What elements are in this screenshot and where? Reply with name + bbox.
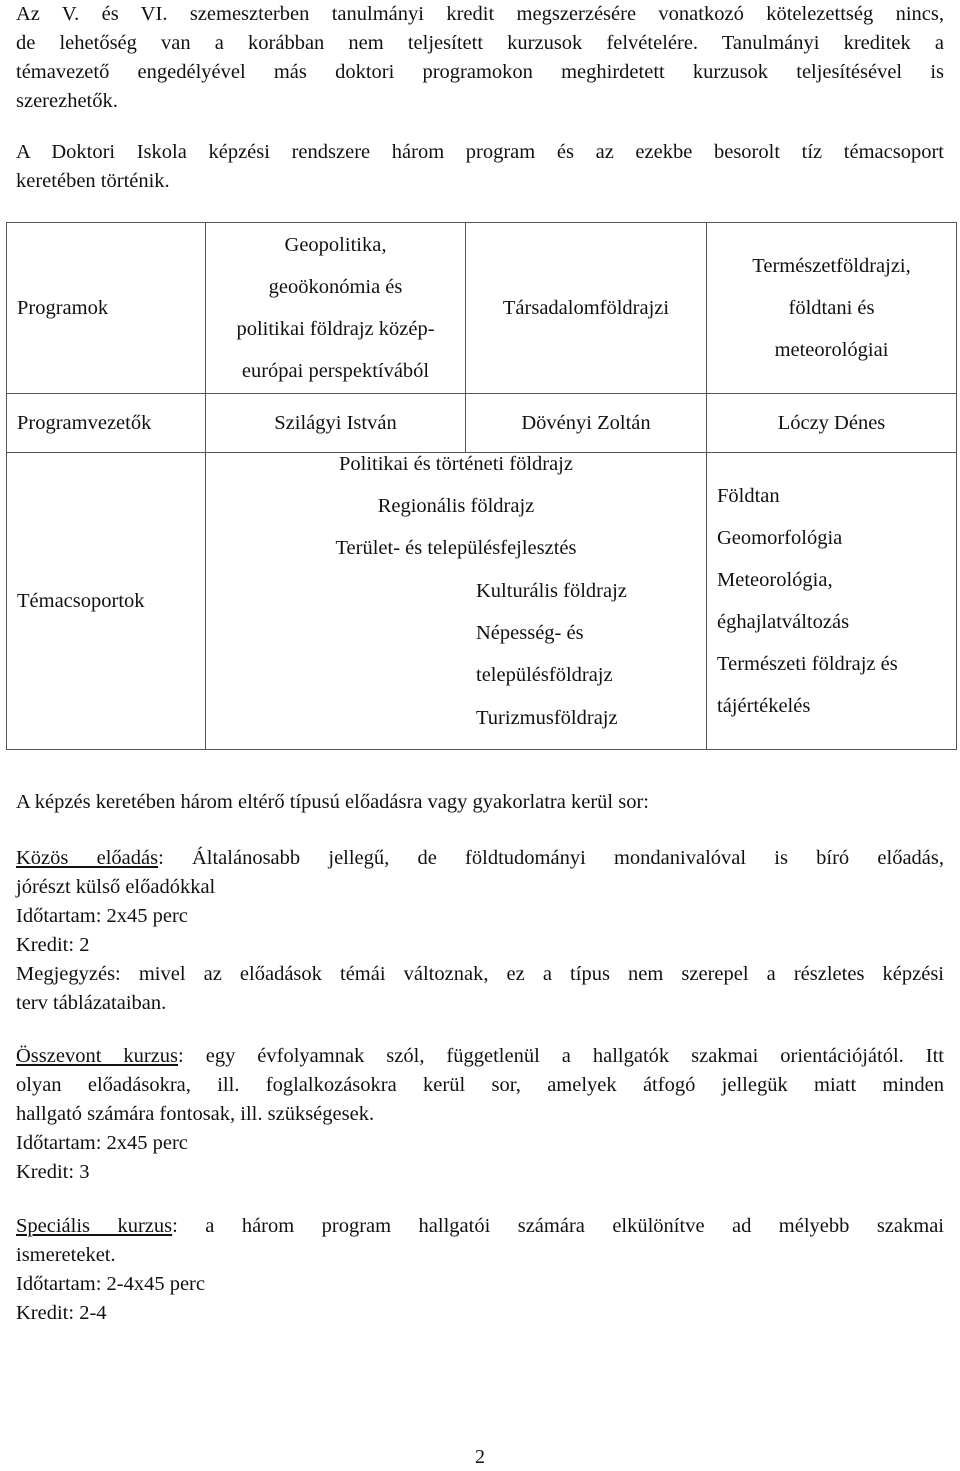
topic-item: Geomorfológia: [717, 527, 843, 549]
common-lecture-note: terv táblázataiban.: [16, 992, 167, 1014]
program-line: meteorológiai: [774, 339, 889, 361]
program-line: európai perspektívából: [241, 360, 430, 382]
topic-item: Meteorológia,: [717, 569, 833, 591]
program-physical-geography: [707, 223, 957, 394]
intro-line: témavezető engedélyével más doktori programokon meghirdetett kurzusok teljesítésével is: [16, 61, 944, 83]
combined-course-credit: Kredit: 3: [16, 1161, 90, 1183]
common-lecture-desc: jórészt külső előadókkal: [16, 876, 216, 898]
topic-item: Terület- és településfejlesztés: [335, 537, 577, 559]
common-lecture-line: [16, 844, 944, 873]
topics-label: Témacsoportok: [7, 453, 206, 750]
program-line: Geopolitika,: [284, 234, 387, 256]
program-line: politikai földrajz közép-: [236, 318, 435, 340]
program-geopolitics: [206, 223, 466, 394]
topic-item: Kulturális földrajz: [476, 580, 627, 602]
topic-item: településföldrajz: [476, 664, 613, 686]
leader-2: Dövényi Zoltán: [466, 394, 707, 453]
program-social-geography: Társadalomföldrajzi: [466, 223, 707, 394]
page-number: 2: [475, 1446, 485, 1468]
topics-social-group: [206, 453, 707, 750]
programs-row: [7, 223, 957, 394]
lecture-types-intro-text: A képzés keretében három eltérő típusú előadásra vagy gyakorlatra kerül sor:: [16, 791, 649, 813]
special-course-duration: Időtartam: 2-4x45 perc: [16, 1273, 205, 1295]
system-line: keretében történik.: [16, 170, 170, 192]
program-line: Természetföldrajzi,: [752, 255, 911, 277]
topic-item: Népesség- és: [476, 622, 584, 644]
topics-row: [7, 453, 957, 750]
system-line: A Doktori Iskola képzési rendszere három program és az ezekbe besorolt tíz témacsoport: [16, 141, 944, 163]
lecture-types-intro: [16, 788, 944, 817]
topic-item: Regionális földrajz: [377, 495, 535, 517]
common-lecture-section: [16, 844, 944, 1018]
leaders-row: [7, 394, 957, 453]
combined-course-desc: olyan előadásokra, ill. foglalkozásokra kerül sor, amelyek átfogó jellegük miatt minden: [16, 1074, 944, 1096]
program-line: földtani és: [788, 297, 875, 319]
combined-course-line: [16, 1042, 944, 1071]
special-course-title: Speciális kurzus: [16, 1215, 173, 1237]
special-course-desc: ismereteket.: [16, 1244, 116, 1266]
topic-item: Politikai és történeti földrajz: [339, 453, 573, 475]
topics-social-container: [206, 453, 706, 749]
combined-course-title: Összevont kurzus: [16, 1045, 179, 1067]
common-lecture-title: Közös előadás: [16, 847, 159, 869]
topic-item: Földtan: [717, 485, 780, 507]
common-lecture-duration: Időtartam: 2x45 perc: [16, 905, 188, 927]
leader-1: Szilágyi István: [206, 394, 466, 453]
combined-course-desc: hallgató számára fontosak, ill. szükségesek.: [16, 1103, 375, 1125]
topic-item: éghajlatváltozás: [717, 611, 850, 633]
leader-3: Lóczy Dénes: [707, 394, 957, 453]
special-course-credit: Kredit: 2-4: [16, 1302, 107, 1324]
special-course-section: [16, 1212, 944, 1328]
program-line: geoökonómia és: [268, 276, 403, 298]
topic-item: Természeti földrajz és: [717, 653, 898, 675]
topic-item: tájértékelés: [717, 695, 811, 717]
common-lecture-note: Megjegyzés: mivel az előadások témái változnak, ez a típus nem szerepel a részletes képzési: [16, 963, 944, 985]
special-course-line: [16, 1212, 944, 1241]
topics-physical-group: [707, 453, 957, 750]
intro-line: Az V. és VI. szemeszterben tanulmányi kredit megszerzésére vonatkozó kötelezettség nincs,: [16, 3, 944, 25]
combined-course-desc: : egy évfolyamnak szól, függetlenül a hallgatók szakmai orientációjától. Itt: [178, 1045, 944, 1067]
topic-item: Turizmusföldrajz: [476, 707, 618, 729]
intro-paragraph: [16, 0, 944, 116]
special-course-desc: : a három program hallgatói számára elkülönítve ad mélyebb szakmai: [172, 1215, 944, 1237]
common-lecture-credit: Kredit: 2: [16, 934, 90, 956]
programs-table: [6, 222, 957, 750]
programs-label: Programok: [7, 223, 206, 394]
intro-line: szerezhetők.: [16, 90, 118, 112]
combined-course-duration: Időtartam: 2x45 perc: [16, 1132, 188, 1154]
combined-course-section: [16, 1042, 944, 1187]
system-paragraph: [16, 138, 944, 196]
common-lecture-desc: : Általánosabb jellegű, de földtudományi mondanivalóval is bíró előadás,: [158, 847, 944, 869]
leaders-label: Programvezetők: [7, 394, 206, 453]
intro-line: de lehetőség van a korábban nem teljesített kurzusok felvételére. Tanulmányi kreditek a: [16, 32, 944, 54]
